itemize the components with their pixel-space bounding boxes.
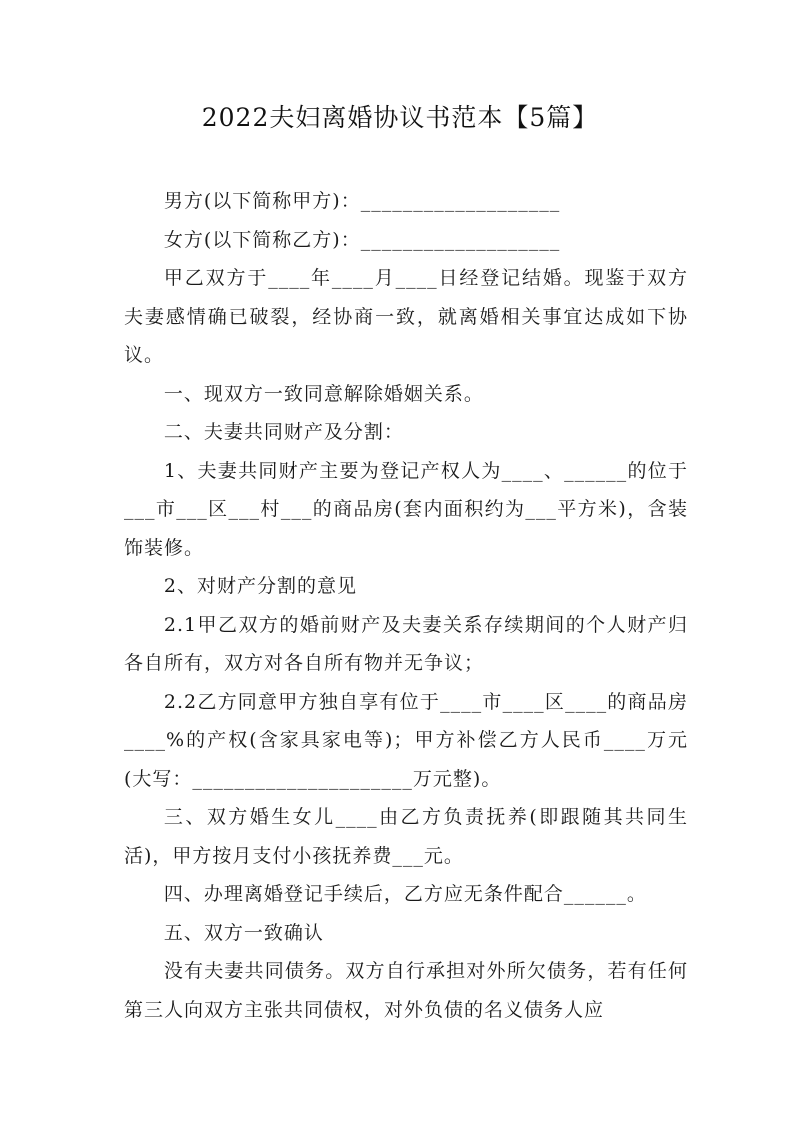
party-b-line: 女方(以下简称乙方)：___________________: [163, 228, 561, 251]
clause-2-2-2-house: 2.2乙方同意甲方独自享有位于____市____区____的商品房____%的产权(含家具家电等)；甲方补偿乙方人民币____万元(大写：_____________________万元整)。: [124, 690, 688, 790]
party-a-line: 男方(以下简称甲方)：___________________: [163, 190, 561, 212]
clause-5-debts: 没有夫妻共同债务。双方自行承担对外所欠债务，若有任何第三人向双方主张共同债权，对外负债的名义债务人应: [124, 960, 688, 1021]
clause-5-heading: 五、双方一致确认: [163, 921, 324, 944]
clause-2-1-property: 1、夫妻共同财产主要为登记产权人为____、______的位于___市___区___村___的商品房(套内面积约为___平方米)，含装饰装修。: [124, 459, 688, 559]
document-body: [124, 182, 688, 1029]
clause-2-2-1-premarital: 2.1甲乙双方的婚前财产及夫妻关系存续期间的个人财产归各自所有，双方对各自所有物并无争议；: [124, 613, 688, 674]
clause-2-2-heading: 2、对财产分割的意见: [163, 575, 357, 597]
clause-4-registration: 四、办理离婚登记手续后，乙方应无条件配合______。: [163, 883, 647, 905]
clause-2-heading: 二、夫妻共同财产及分割：: [163, 421, 404, 443]
document-title: 2022夫妇离婚协议书范本【5篇】: [201, 103, 599, 132]
clause-3-custody: 三、双方婚生女儿____由乙方负责抚养(即跟随其共同生活)，甲方按月支付小孩抚养费___元。: [124, 806, 688, 867]
marriage-intro-paragraph: 甲乙双方于____年____月____日经登记结婚。现鉴于双方夫妻感情确已破裂，经协商一致，就离婚相关事宜达成如下协议。: [124, 267, 688, 366]
clause-1-dissolution: 一、现双方一致同意解除婚姻关系。: [163, 382, 484, 405]
